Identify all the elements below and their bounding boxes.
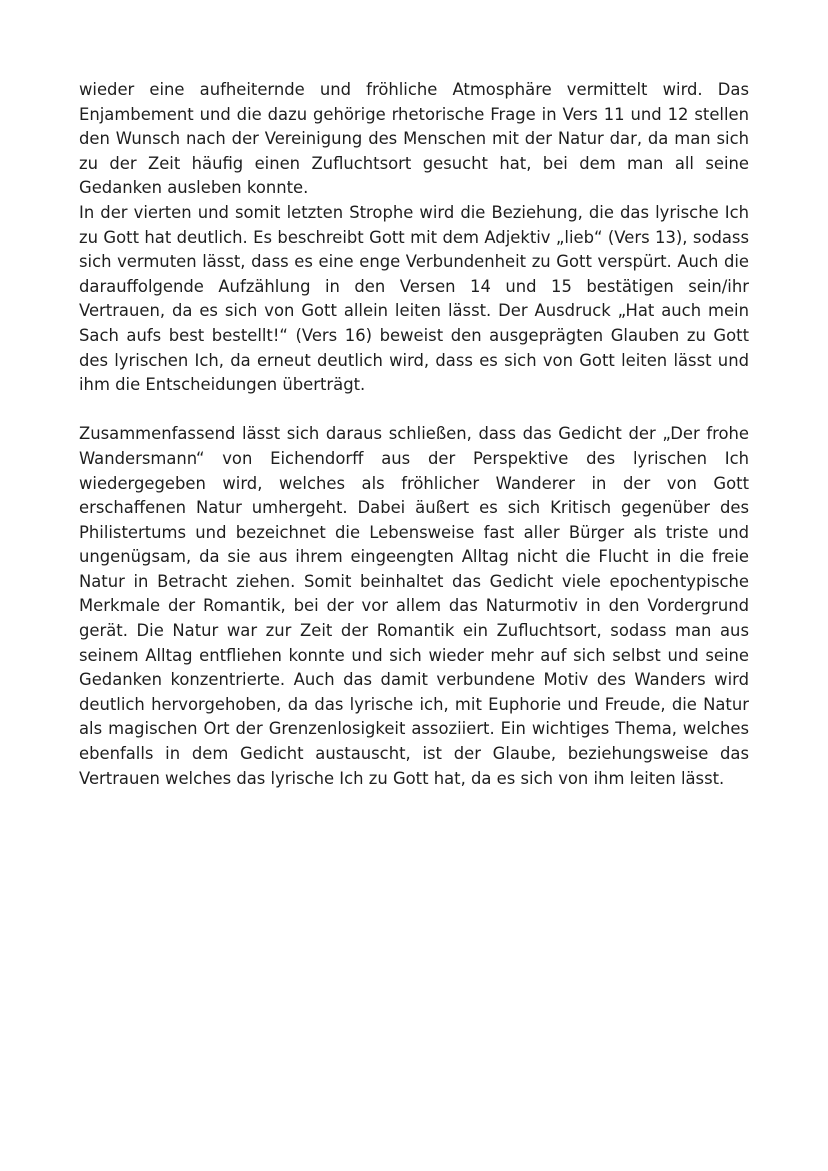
paragraph-fourth-stanza: In der vierten und somit letzten Strophe wird die Beziehung, die das lyrische Ich zu Gott hat deutlich. Es beschreibt Gott mit dem Adjektiv „lieb“ (Vers 13), sodass sich vermuten lässt, dass es eine enge Verbundenheit zu Gott verspürt. Auch die darauffolgende Aufzählung in den Versen 14 und 15 bestätigen sein/ihr Vertrauen, da es sich von Gott allein leiten lässt. Der Ausdruck „Hat auch mein Sach aufs best bestellt!“ (Vers 16) beweist den ausgeprägten Glauben zu Gott des lyrischen Ich, da erneut deutlich wird, dass es sich von Gott leiten lässt und ihm die Entscheidungen überträgt. bbox=[79, 202, 749, 395]
document-body bbox=[79, 78, 749, 791]
paragraph-conclusion: Zusammenfassend lässt sich daraus schließen, dass das Gedicht der „Der frohe Wandersmann“ von Eichendorff aus der Perspektive des lyrischen Ich wiedergegeben wird, welches als fröhlicher Wanderer in der von Gott erschaffenen Natur umhergeht. Dabei äußert es sich Kritisch gegenüber des Philistertums und bezeichnet die Lebensweise fast aller Bürger als triste und ungenügsam, da sie aus ihrem eingeengten Alltag nicht die Flucht in die freie Natur in Betracht ziehen. Somit beinhaltet das Gedicht viele epochentypische Merkmale der Romantik, bei der vor allem das Naturmotiv in den Vordergrund gerät. Die Natur war zur Zeit der Romantik ein Zufluchtsort, sodass man aus seinem Alltag entfliehen konnte und sich wieder mehr auf sich selbst und seine Gedanken konzentrierte. Auch das damit verbundene Motiv des Wanders wird deutlich hervorgehoben, da das lyrische ich, mit Euphorie und Freude, die Natur als magischen Ort der Grenzenlosigkeit assoziiert. Ein wichtiges Thema, welches ebenfalls in dem Gedicht austauscht, ist der Glaube, beziehungsweise das Vertrauen welches das lyrische Ich zu Gott hat, da es sich von ihm leiten lässt. bbox=[79, 424, 749, 788]
paragraph-continuation: wieder eine aufheiternde und fröhliche Atmosphäre vermittelt wird. Das Enjambement und die dazu gehörige rhetorische Frage in Vers 11 und 12 stellen den Wunsch nach der Vereinigung des Menschen mit der Natur dar, da man sich zu der Zeit häufig einen Zufluchtsort gesucht hat, bei dem man all seine Gedanken ausleben konnte. bbox=[79, 80, 749, 198]
